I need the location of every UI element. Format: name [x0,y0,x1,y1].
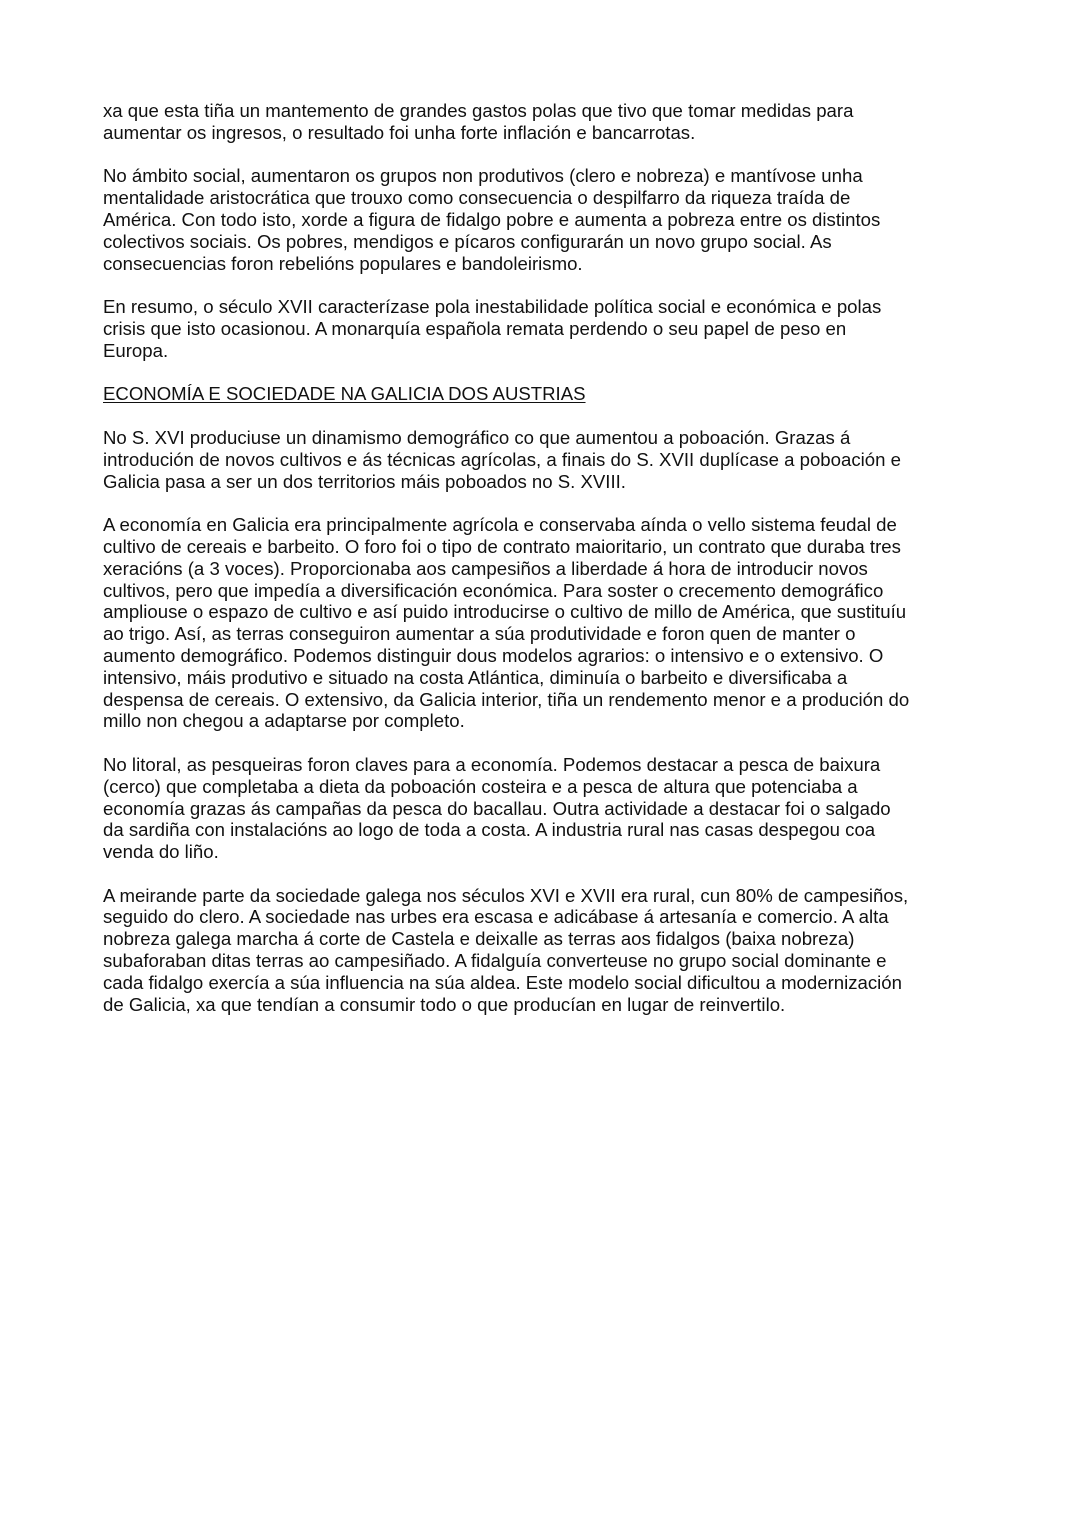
text-line: subaforaban ditas terras ao campesiñado. A fidalguía converteuse no grupo social dominante e [103,950,887,972]
section-heading-text: ECONOMÍA E SOCIEDADE NA GALICIA DOS AUSTRIAS [103,383,586,405]
text-line: de Galicia, xa que tendían a consumir todo o que producían en lugar de reinvertilo. [103,993,786,1015]
text-line: A meirande parte da sociedade galega nos séculos XVI e XVII era rural, cun 80% de campesiños, [103,884,909,906]
text-line: consecuencias foron rebelións populares e bandoleirismo. [103,252,583,274]
paragraph-society [103,885,983,1016]
paragraph-finances [103,100,983,144]
text-line: No S. XVI produciuse un dinamismo demográfico co que aumentou a poboación. Grazas á [103,426,851,448]
text-line: Galicia pasa a ser un dos territorios máis poboados no S. XVIII. [103,470,626,492]
text-line: Europa. [103,339,169,361]
text-line: En resumo, o século XVII caracterízase pola inestabilidade política social e económica e polas [103,296,882,318]
text-line: A economía en Galicia era principalmente agrícola e conservaba aínda o vello sistema feudal de [103,514,897,536]
text-line: América. Con todo isto, xorde a figura de fidalgo pobre e aumenta a pobreza entre os distintos [103,208,881,230]
text-line: despensa de cereais. O extensivo, da Galicia interior, tiña un rendemento menor e a produción do [103,688,910,710]
text-line: aumentar os ingresos, o resultado foi unha forte inflación e bancarrotas. [103,121,696,143]
text-line: No ámbito social, aumentaron os grupos non produtivos (clero e nobreza) e mantívose unha [103,165,863,187]
text-line: xeracións (a 3 voces). Proporcionaba aos campesiños a liberdade á hora de introducir novos [103,557,868,579]
document-page [103,100,983,1037]
text-line: cada fidalgo exercía a súa influencia na súa aldea. Este modelo social dificultou a modernización [103,971,902,993]
section-heading [103,383,983,405]
text-line: colectivos sociais. Os pobres, mendigos e pícaros configurarán un novo grupo social. As [103,230,832,252]
text-line: millo non chegou a adaptarse por completo. [103,710,465,732]
text-line: xa que esta tiña un mantemento de grandes gastos polas que tivo que tomar medidas para [103,100,854,121]
text-line: aumento demográfico. Podemos distinguir dous modelos agrarios: o intensivo e o extensivo. O [103,644,884,666]
text-line: cultivo de cereais e barbeito. O foro foi o tipo de contrato maioritario, un contrato que duraba tres [103,535,901,557]
text-line: (cerco) que completaba a dieta da poboación costeira e a pesca de altura que potenciaba a [103,775,858,797]
paragraph-summary [103,296,983,361]
paragraph-demography [103,427,983,492]
paragraph-social [103,165,983,274]
paragraph-agriculture [103,514,983,732]
text-line: cultivos, pero que impedía a diversificación económica. Para soster o crecemento demográfico [103,579,884,601]
text-line: crisis que isto ocasionou. A monarquía española remata perdendo o seu papel de peso en [103,317,847,339]
text-line: da sardiña con instalacións ao logo de toda a costa. A industria rural nas casas despegou coa [103,819,876,841]
text-line: venda do liño. [103,841,219,863]
text-line: ampliouse o espazo de cultivo e así puido introducirse o cultivo de millo de América, que sustituíu [103,601,907,623]
paragraph-fishing [103,754,983,863]
text-line: nobreza galega marcha á corte de Castela e deixalle as terras aos fidalgos (baixa nobreza) [103,928,855,950]
text-line: mentalidade aristocrática que trouxo como consecuencia o despilfarro da riqueza traída de [103,187,851,209]
text-line: introdución de novos cultivos e ás técnicas agrícolas, a finais do S. XVII duplícase a poboación e [103,448,901,470]
text-line: No litoral, as pesqueiras foron claves para a economía. Podemos destacar a pesca de baixura [103,753,881,775]
text-line: ao trigo. Así, as terras conseguiron aumentar a súa produtividade e foron quen de manter o [103,623,856,645]
text-line: economía grazas ás campañas da pesca do bacallau. Outra actividade a destacar foi o salgado [103,797,891,819]
text-line: seguido do clero. A sociedade nas urbes era escasa e adicábase á artesanía e comercio. A alta [103,906,889,928]
text-line: intensivo, máis produtivo e situado na costa Atlántica, diminuía o barbeito e diversificaba a [103,666,848,688]
